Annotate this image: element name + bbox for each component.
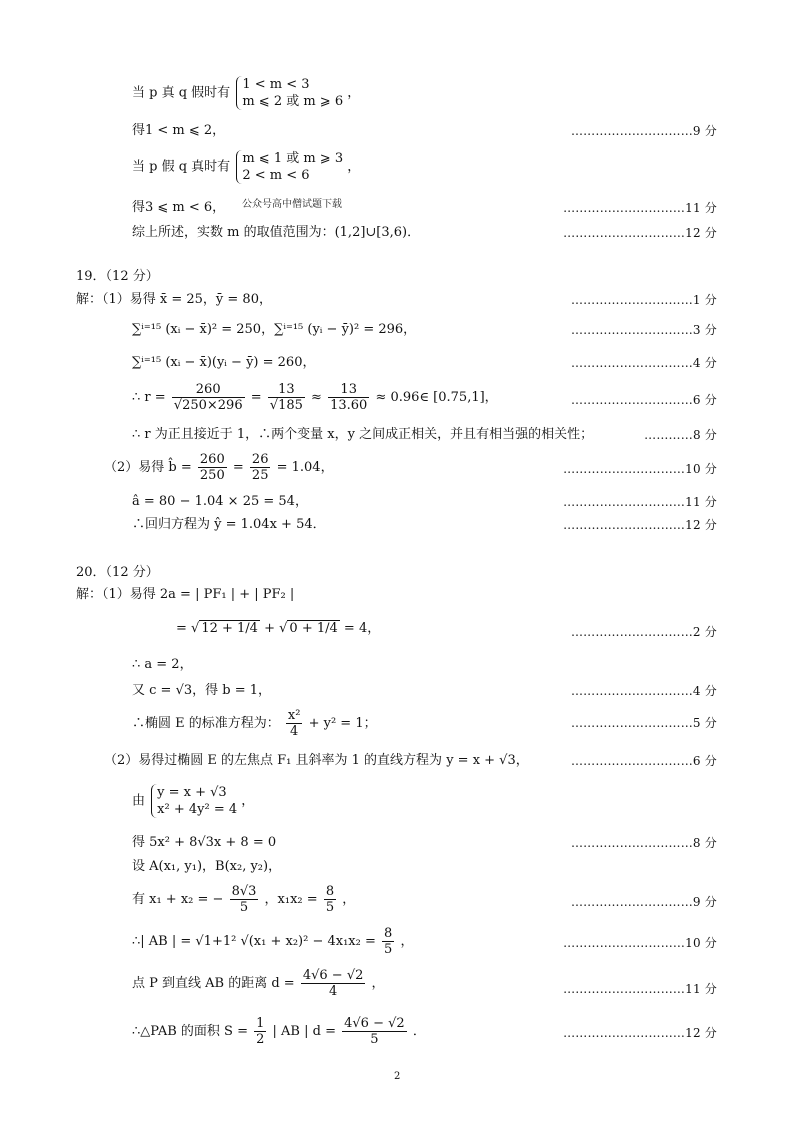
fraction (268, 382, 305, 413)
q20-line10 (132, 884, 355, 915)
denominator: 5 (370, 1032, 379, 1047)
system-tail: ， (241, 793, 255, 809)
q20-line10-points: …………………………9 分 (570, 895, 717, 909)
q20-line2: = √ 12 + 1/4 + √ 0 + 1/4 = 4， (176, 621, 381, 636)
denominator: 5 (384, 942, 393, 957)
q20-line8: 得 5x² + 8√3x + 8 = 0 (132, 835, 277, 850)
q19-line4-points: …………………………6 分 (570, 393, 717, 407)
system-eq1: y = x + √3 (157, 785, 227, 800)
case1-system (236, 76, 343, 110)
numerator: 13 (328, 382, 369, 398)
fraction (254, 1016, 266, 1047)
case1-result: 得1 < m ⩽ 2， (132, 123, 226, 138)
q20-line5-points: …………………………5 分 (570, 716, 717, 730)
ab-label: ∴| AB | = √1+1² √(x₁ + x₂)² − 4x₁x₂ = (132, 934, 376, 949)
denominator: 2 (256, 1032, 265, 1047)
q19-header: 19．（12 分） (76, 269, 159, 284)
q20-line3: ∴ a = 2， (132, 657, 193, 672)
numerator: 4√6 − √2 (344, 1016, 405, 1031)
b-label: （2）易得 b̂ = (104, 460, 192, 475)
ellipse-result: + y² = 1； (308, 716, 377, 731)
q20-line9: 设 A(x₁, y₁)，B(x₂, y₂)， (132, 859, 282, 874)
case2-line (132, 150, 360, 184)
b-result: = 1.04， (276, 460, 334, 475)
q19-line2: ∑ⁱ⁼¹⁵ (xᵢ − x̄)² = 250，∑ⁱ⁼¹⁵ (yᵢ − ȳ)² = 296， (132, 322, 417, 337)
denominator: 4 (328, 984, 338, 999)
approx: ≈ (311, 390, 322, 405)
q19-line8: ∴回归方程为 ŷ = 1.04x + 54． (132, 517, 326, 532)
q19-line8-points: …………………………12 分 (563, 518, 717, 532)
q19-line1: 解：（1）易得 x̄ = 25，ȳ = 80， (76, 292, 272, 307)
numerator: 26 (251, 452, 269, 467)
product-label: ，x₁x₂ = (264, 892, 318, 907)
fraction (342, 1016, 407, 1047)
case2-tail: ， (347, 159, 361, 175)
plus: + (264, 621, 275, 636)
fraction (198, 452, 227, 483)
case2-result: 得3 ⩽ m < 6， (132, 200, 226, 215)
system-eq2: x² + 4y² = 4 (157, 802, 238, 817)
fraction (328, 382, 369, 413)
ellipse-label: ∴椭圆 E 的标准方程为： (132, 716, 280, 731)
fraction (230, 884, 259, 915)
numerator: 4√6 − √2 (302, 968, 364, 983)
case1-eq1: 1 < m < 3 (242, 77, 310, 92)
case2-system (236, 150, 343, 184)
case2-eq2: 2 < m < 6 (242, 168, 310, 183)
r-result: ≈ 0.96∈ [0.75,1]， (375, 390, 498, 405)
tail: ， (342, 892, 356, 907)
equals: = (176, 621, 187, 636)
system (151, 784, 237, 818)
q20-line8-points: …………………………8 分 (570, 836, 717, 850)
numerator: 260 (199, 452, 225, 467)
case1-tail: ， (347, 85, 361, 101)
numerator: 1 (256, 1016, 265, 1031)
numerator: 8 (325, 884, 335, 899)
result: = 4， (343, 621, 381, 636)
q20-line5 (132, 708, 377, 739)
q19-line6 (104, 452, 334, 483)
system-lead: 由 (132, 793, 146, 809)
q19-line5-points: …………8 分 (644, 428, 717, 442)
q20-line12 (132, 968, 385, 999)
q19-line5: ∴ r 为正且接近于 1，∴两个变量 x，y 之间成正相关，并且有相当强的相关性； (132, 427, 594, 442)
tail: ． (412, 1024, 426, 1039)
q20-line4-points: …………………………4 分 (570, 684, 717, 698)
equals: = (232, 460, 244, 475)
q19-line4 (132, 382, 498, 413)
r-label: ∴ r = (132, 390, 166, 405)
case1-eq2: m ⩽ 2 或 m ⩾ 6 (242, 94, 344, 109)
denominator: 5 (325, 900, 335, 915)
numerator: 8 (384, 926, 393, 941)
q20-line12-points: …………………………11 分 (563, 982, 717, 996)
watermark-text: 公众号高中僧试题下载 (242, 199, 342, 210)
radical: 0 + 1/4 (289, 621, 338, 636)
denominator: √185 (269, 398, 303, 413)
q20-line7 (132, 784, 254, 818)
distance-label: 点 P 到直线 AB 的距离 d = (132, 976, 295, 991)
q20-line4: 又 c = √3，得 b = 1， (132, 683, 272, 698)
denominator: 4 (290, 724, 299, 739)
tail: ， (371, 976, 385, 991)
fraction (382, 926, 394, 957)
q20-line11-points: …………………………10 分 (563, 936, 717, 950)
case1-line (132, 76, 360, 110)
denominator: 250 (199, 468, 225, 483)
q20-line13 (132, 1016, 426, 1047)
fraction (250, 452, 271, 483)
radical: 12 + 1/4 (201, 621, 258, 636)
q19-line7-points: …………………………11 分 (563, 495, 717, 509)
denominator: 13.60 (330, 398, 368, 413)
numerator: 260 (172, 382, 245, 398)
q20-line1: 解：（1）易得 2a = | PF₁ | + | PF₂ | (76, 587, 295, 602)
q19-line6-points: …………………………10 分 (563, 462, 717, 476)
area-middle: | AB | d = (272, 1024, 336, 1039)
q20-line13-points: …………………………12 分 (563, 1026, 717, 1040)
numerator: x² (287, 708, 301, 723)
sum-label: 有 x₁ + x₂ = − (132, 892, 224, 907)
q19-line2-points: …………………………3 分 (570, 323, 717, 337)
q20-line6: （2）易得过椭圆 E 的左焦点 F₁ 且斜率为 1 的直线方程为 y = x + √3， (104, 753, 529, 768)
fraction (324, 884, 336, 915)
denominator: 5 (239, 900, 249, 915)
q20-header: 20．（12 分） (76, 565, 159, 580)
q19-line7: â = 80 − 1.04 × 25 = 54， (132, 494, 308, 509)
q19-line1-points: …………………………1 分 (570, 293, 717, 307)
denominator: √250×296 (173, 398, 243, 413)
area-label: ∴△PAB 的面积 S = (132, 1024, 248, 1039)
equals: = (250, 390, 262, 405)
q19-line3-points: …………………………4 分 (570, 356, 717, 370)
numerator: 13 (268, 382, 305, 398)
fraction (172, 382, 245, 413)
case1-lead: 当 p 真 q 假时有 (132, 85, 231, 101)
q19-line3: ∑ⁱ⁼¹⁵ (xᵢ − x̄)(yᵢ − ȳ) = 260， (132, 355, 316, 370)
numerator: 8√3 (231, 884, 257, 899)
q20-line2-points: …………………………2 分 (570, 625, 717, 639)
fraction (286, 708, 303, 739)
tail: ， (400, 934, 414, 949)
case2-lead: 当 p 假 q 真时有 (132, 159, 231, 175)
q20-line6-points: …………………………6 分 (570, 754, 717, 768)
page-number: 2 (394, 1071, 401, 1082)
case2-points: …………………………11 分 (563, 201, 717, 215)
q20-line11 (132, 926, 413, 957)
fraction (301, 968, 366, 999)
case2-eq1: m ⩽ 1 或 m ⩾ 3 (242, 151, 344, 166)
conclusion-points: …………………………12 分 (563, 226, 717, 240)
case1-points: …………………………9 分 (570, 124, 717, 138)
denominator: 25 (251, 468, 269, 483)
conclusion: 综上所述，实数 m 的取值范围为：(1,2]∪[3,6)． (132, 225, 421, 240)
